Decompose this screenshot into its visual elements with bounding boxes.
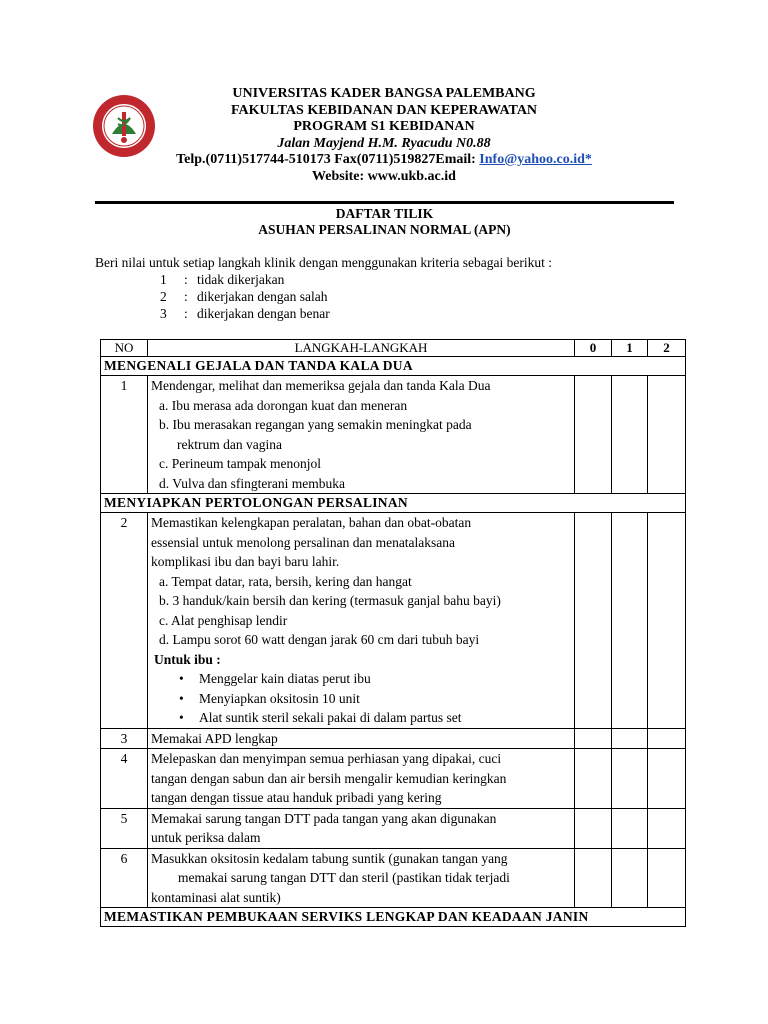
header-score-1: 1 bbox=[612, 340, 648, 357]
score-cell-0[interactable] bbox=[575, 808, 612, 848]
table-row bbox=[101, 376, 686, 494]
title-line-1: DAFTAR TILIK bbox=[335, 206, 434, 221]
section-row bbox=[101, 357, 686, 376]
row-number: 6 bbox=[101, 848, 148, 908]
score-cell-2[interactable] bbox=[648, 513, 686, 729]
email-link[interactable]: Info@yahoo.co.id* bbox=[479, 152, 592, 167]
score-cell-0[interactable] bbox=[575, 749, 612, 809]
header-divider bbox=[95, 201, 674, 204]
row-number: 3 bbox=[101, 728, 148, 749]
title-line-2: ASUHAN PERSALINAN NORMAL (APN) bbox=[258, 222, 511, 237]
row-number: 1 bbox=[101, 376, 148, 494]
header-no: NO bbox=[101, 340, 148, 357]
contact-phone-fax: Telp.(0711)517744-510173 Fax(0711)519827Email: bbox=[176, 152, 480, 167]
score-cell-2[interactable] bbox=[648, 808, 686, 848]
score-cell-2[interactable] bbox=[648, 848, 686, 908]
row-content: Melepaskan dan menyimpan semua perhiasan yang dipakai, cuci tangan dengan sabun dan air bersih mengalir kemudian keringkan tangan dengan tissue atau handuk pribadi yang kering bbox=[148, 749, 575, 809]
program-name: PROGRAM S1 KEBIDANAN bbox=[293, 119, 475, 134]
table-row bbox=[101, 749, 686, 809]
section-row bbox=[101, 908, 686, 927]
instructions: Beri nilai untuk setiap langkah klinik dengan menggunakan kriteria sebagai berikut : bbox=[95, 255, 552, 270]
section-row bbox=[101, 494, 686, 513]
score-cell-1[interactable] bbox=[612, 513, 648, 729]
row-content: Memakai APD lengkap bbox=[148, 728, 575, 749]
row-content: Memastikan kelengkapan peralatan, bahan dan obat-obatan essensial untuk menolong persalinan dan menatalaksana komplikasi ibu dan bayi baru lahir. a. Tempat datar, rata, bersih, kering dan hangat b. 3 handuk/kain bersih dan kering (termasuk ganjal bahu bayi) c. Alat penghisap lendir d. Lampu sorot 60 watt dengan jarak 60 cm dari tubuh bayi Untuk ibu : • Menggelar kain diatas perut ibu • Menyiapkan oksitosin 10 unit • Alat suntik steril sekali pakai di dalam partus set bbox=[148, 513, 575, 729]
address: Jalan Mayjend H.M. Ryacudu N0.88 bbox=[277, 135, 491, 151]
score-cell-2[interactable] bbox=[648, 749, 686, 809]
row-number: 5 bbox=[101, 808, 148, 848]
score-cell-2[interactable] bbox=[648, 728, 686, 749]
table-header-row bbox=[101, 340, 686, 357]
university-name: UNIVERSITAS KADER BANGSA PALEMBANG bbox=[232, 86, 536, 101]
score-cell-0[interactable] bbox=[575, 513, 612, 729]
document-title bbox=[95, 206, 674, 238]
row-number: 4 bbox=[101, 749, 148, 809]
score-cell-0[interactable] bbox=[575, 848, 612, 908]
score-cell-0[interactable] bbox=[575, 376, 612, 494]
header-score-2: 2 bbox=[648, 340, 686, 357]
score-cell-0[interactable] bbox=[575, 728, 612, 749]
table-row bbox=[101, 848, 686, 908]
score-cell-2[interactable] bbox=[648, 376, 686, 494]
score-cell-1[interactable] bbox=[612, 749, 648, 809]
score-cell-1[interactable] bbox=[612, 808, 648, 848]
contact-line bbox=[96, 152, 672, 169]
criteria-item: 1 : tidak dikerjakan bbox=[160, 272, 285, 287]
score-cell-1[interactable] bbox=[612, 728, 648, 749]
score-cell-1[interactable] bbox=[612, 376, 648, 494]
row-content: Masukkan oksitosin kedalam tabung suntik (gunakan tangan yang memakai sarung tangan DTT dan steril (pastikan tidak terjadi kontaminasi alat suntik) bbox=[148, 848, 575, 908]
criteria-item: 3 : dikerjakan dengan benar bbox=[160, 306, 330, 321]
row-content: Mendengar, melihat dan memeriksa gejala dan tanda Kala Dua a. Ibu merasa ada dorongan kuat dan meneran b. Ibu merasakan regangan yang semakin meningkat pada rektrum dan vagina c. Perineum tampak menonjol d. Vulva dan sfingterani membuka bbox=[148, 376, 575, 494]
header-score-0: 0 bbox=[575, 340, 612, 357]
faculty-name: FAKULTAS KEBIDANAN DAN KEPERAWATAN bbox=[230, 102, 538, 118]
score-cell-1[interactable] bbox=[612, 848, 648, 908]
header-steps: LANGKAH-LANGKAH bbox=[148, 340, 575, 357]
section-title: MENYIAPKAN PERTOLONGAN PERSALINAN bbox=[101, 494, 686, 513]
section-title: MEMASTIKAN PEMBUKAAN SERVIKS LENGKAP DAN KEADAAN JANIN bbox=[101, 908, 686, 927]
table-row bbox=[101, 728, 686, 749]
website: Website: www.ukb.ac.id bbox=[312, 168, 456, 184]
row-content: Memakai sarung tangan DTT pada tangan yang akan digunakan untuk periksa dalam bbox=[148, 808, 575, 848]
checklist-table bbox=[100, 339, 686, 927]
criteria-item: 2 : dikerjakan dengan salah bbox=[160, 289, 328, 304]
section-title: MENGENALI GEJALA DAN TANDA KALA DUA bbox=[101, 357, 686, 376]
table-row bbox=[101, 808, 686, 848]
row-number: 2 bbox=[101, 513, 148, 729]
table-row bbox=[101, 513, 686, 729]
